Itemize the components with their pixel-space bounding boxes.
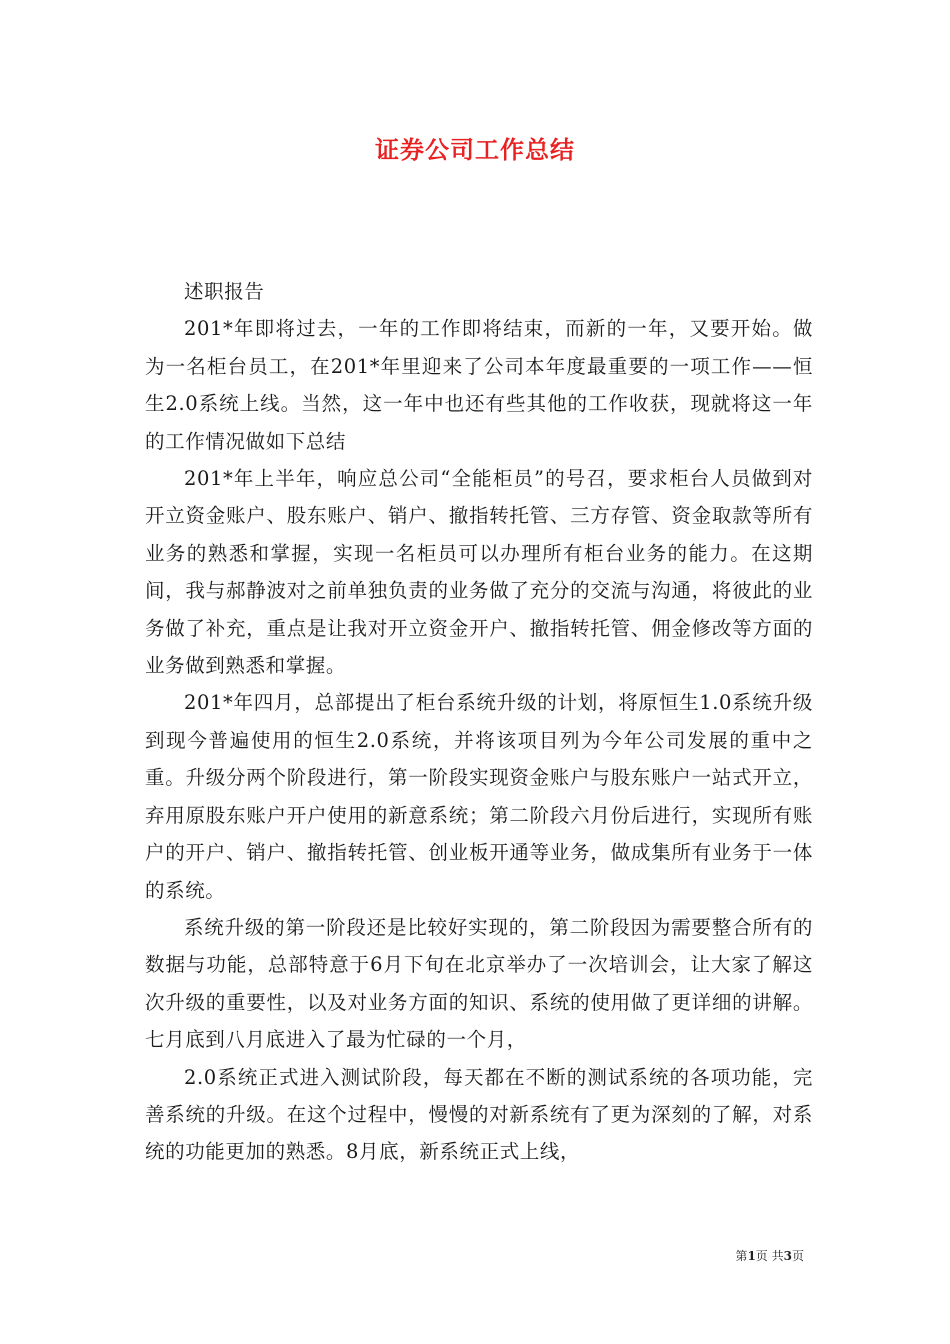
paragraph: 201*年上半年，响应总公司“全能柜员”的号召，要求柜台人员做到对开立资金账户、股东账户、销户、撤指转托管、三方存管、资金取款等所有业务的熟悉和掌握，实现一名柜员可以办理所有柜台业务的能力。在这期间，我与郝静波对之前单独负责的业务做了充分的交流与沟通，将彼此的业务做了补充，重点是让我对开立资金开户、撤指转托管、佣金修改等方面的业务做到熟悉和掌握。 bbox=[145, 467, 813, 678]
page-number-footer bbox=[735, 1248, 804, 1264]
footer-suffix: 页 bbox=[791, 1249, 804, 1263]
footer-middle: 页 共 bbox=[755, 1249, 784, 1263]
paragraph-report-heading: 述职报告 bbox=[184, 280, 265, 303]
document-body bbox=[145, 273, 813, 1171]
footer-prefix: 第 bbox=[735, 1249, 748, 1263]
paragraph: 201*年四月，总部提出了柜台系统升级的计划，将原恒生1.0系统升级到现今普遍使用的恒生2.0系统，并将该项目列为今年公司发展的重中之重。升级分两个阶段进行，第一阶段实现资金账户与股东账户一站式开立，弃用原股东账户开户使用的新意系统；第二阶段六月份后进行，实现所有账户的开户、销户、撤指转托管、创业板开通等业务，做成集所有业务于一体的系统。 bbox=[145, 691, 813, 902]
current-page-number: 1 bbox=[747, 1249, 756, 1263]
document-title: 证券公司工作总结 bbox=[375, 136, 575, 164]
paragraph: 系统升级的第一阶段还是比较好实现的，第二阶段因为需要整合所有的数据与功能，总部特意于6月下旬在北京举办了一次培训会，让大家了解这次升级的重要性，以及对业务方面的知识、系统的使用做了更详细的讲解。七月底到八月底进入了最为忙碌的一个月， bbox=[145, 915, 813, 1052]
total-page-count: 3 bbox=[783, 1249, 792, 1263]
paragraph: 2.0系统正式进入测试阶段，每天都在不断的测试系统的各项功能，完善系统的升级。在这个过程中，慢慢的对新系统有了更为深刻的了解，对系统的功能更加的熟悉。8月底，新系统正式上线， bbox=[145, 1065, 813, 1164]
paragraph: 201*年即将过去，一年的工作即将结束，而新的一年，又要开始。做为一名柜台员工，在201*年里迎来了公司本年度最重要的一项工作——恒生2.0系统上线。当然，这一年中也还有些其他的工作收获，现就将这一年的工作情况做如下总结 bbox=[145, 317, 813, 453]
